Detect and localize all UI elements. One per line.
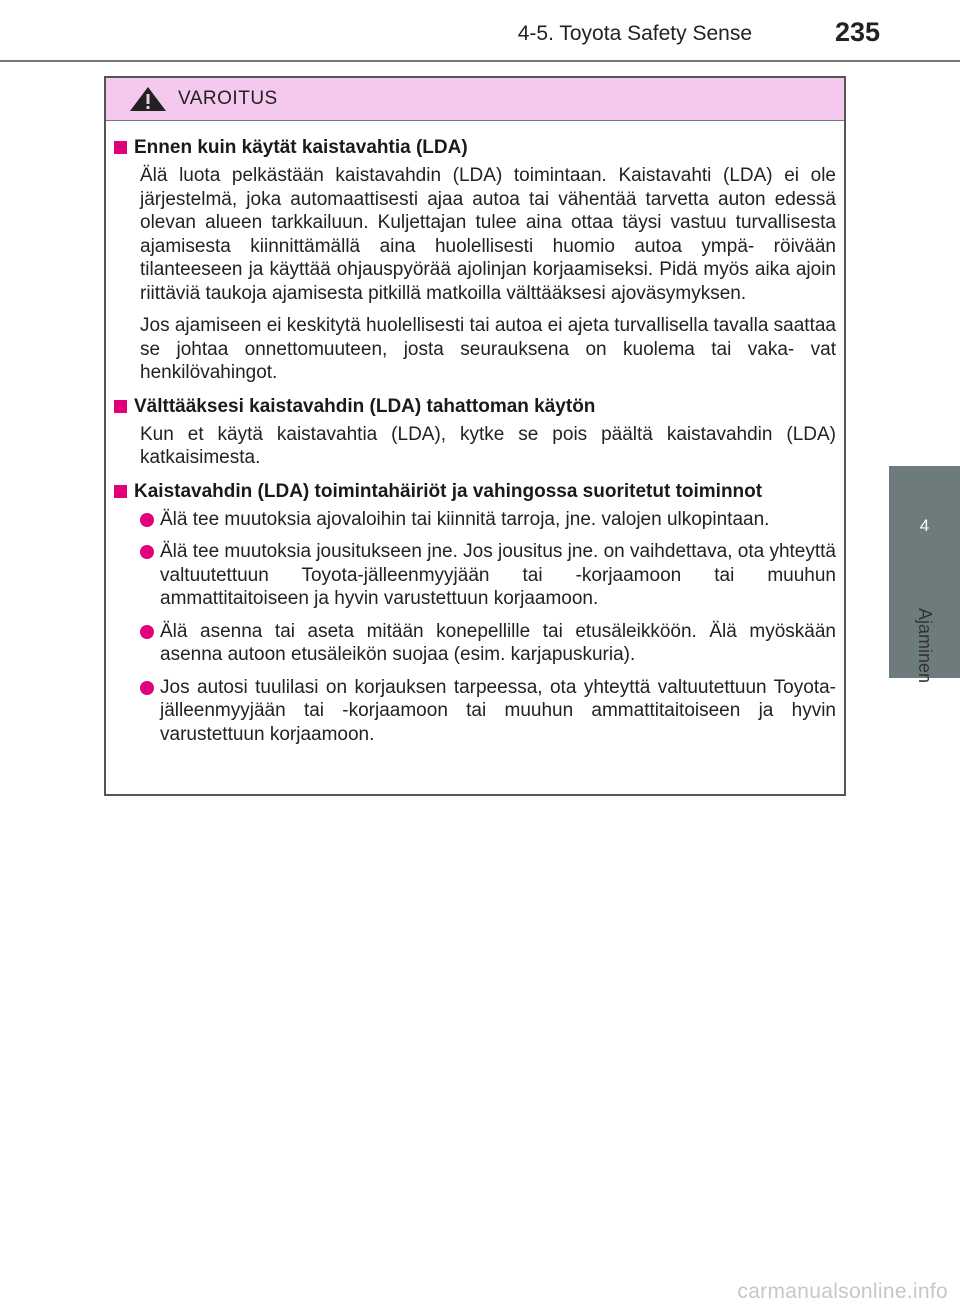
chapter-number: 4 [919,516,930,535]
section-heading [114,135,836,160]
square-bullet-icon [114,400,127,413]
chapter-label-container [890,595,960,695]
section-heading [114,394,836,419]
paragraph: Älä luota pelkästään kaistavahdin (LDA) toimintaan. Kaistavahti (LDA) ei ole järjestelmä, joka automaattisesti ajaa autoa tai vähentää tarvetta auton edessä olevan alueen tarkkailuun. Kuljettajan tulee aina ottaa täysi vastuu turvallisesta ajamisesta kiinnittämällä aina huolellisesti huomio autoa ympä- röivään tilanteeseen ja käyttää ohjauspyörää ajolinjan korjaamiseksi. Pidä myös aika ajoin riittäviä taukoja ajamisesta pitkillä matkoilla välttääksesi ajoväsymyksen. [140,165,836,304]
warning-header [106,78,844,121]
section-heading-text: Ennen kuin käytät kaistavahtia (LDA) [134,137,468,158]
warning-title: VAROITUS [178,88,278,109]
list-item-text: Jos autosi tuulilasi on korjauksen tarpeessa, ota yhteyttä valtuutettuun Toyota-jälleenmyyjään tai -korjaamoon tai muuhun ammattitaitoiseen ja hyvin varustettuun korjaamoon. [160,676,836,745]
circle-bullet-icon [140,625,154,639]
chapter-label: Ajaminen [915,607,936,683]
section-before-use [114,135,836,385]
section-avoid-accidental [114,394,836,470]
warning-triangle-icon [128,86,168,112]
watermark: carmanualsonline.info [737,1280,948,1303]
list-item [140,508,836,532]
list-item [140,620,836,667]
list-item [140,676,836,747]
header-divider [0,60,960,62]
section-heading-text: Kaistavahdin (LDA) toimintahäiriöt ja vahingossa suoritetut toiminnot [134,480,763,502]
list-item [140,540,836,611]
list-item-text: Älä tee muutoksia jousitukseen jne. Jos jousitus jne. on vaihdettava, ota yhteyttä valtuutettuun Toyota-jälleenmyyjään tai -korjaamoon tai muuhun ammattitaitoiseen ja hyvin varustettuun korjaamoon. [160,541,836,609]
circle-bullet-icon [140,513,154,527]
list-item-text: Älä tee muutoksia ajovaloihin tai kiinnitä tarroja, jne. valojen ulkopintaan. [160,508,770,530]
square-bullet-icon [114,141,127,154]
section-heading-text: Välttääksesi kaistavahdin (LDA) tahattoman käytön [134,395,596,417]
warning-box [104,76,846,796]
section-heading [114,479,836,504]
page-header [0,0,960,62]
warning-body [106,121,844,746]
section-title: 4-5. Toyota Safety Sense [517,22,752,45]
section-malfunctions [114,479,836,747]
square-bullet-icon [114,485,127,498]
circle-bullet-icon [140,681,154,695]
page-number: 235 [834,17,880,47]
paragraph: Jos ajamiseen ei keskitytä huolellisesti tai autoa ei ajeta turvallisella tavalla saattaa se johtaa onnettomuuteen, josta seurauksena on kuolema tai vaka- vat henkilövahingot. [140,315,836,383]
paragraph: Kun et käytä kaistavahtia (LDA), kytke se pois päältä kaistavahdin (LDA) katkaisimesta. [140,423,836,468]
list-item-text: Älä asenna tai aseta mitään konepellille tai etusäleikköön. Älä myöskään asenna autoon etusäleikön suojaa (esim. karjapuskuria). [160,620,836,665]
circle-bullet-icon [140,545,154,559]
